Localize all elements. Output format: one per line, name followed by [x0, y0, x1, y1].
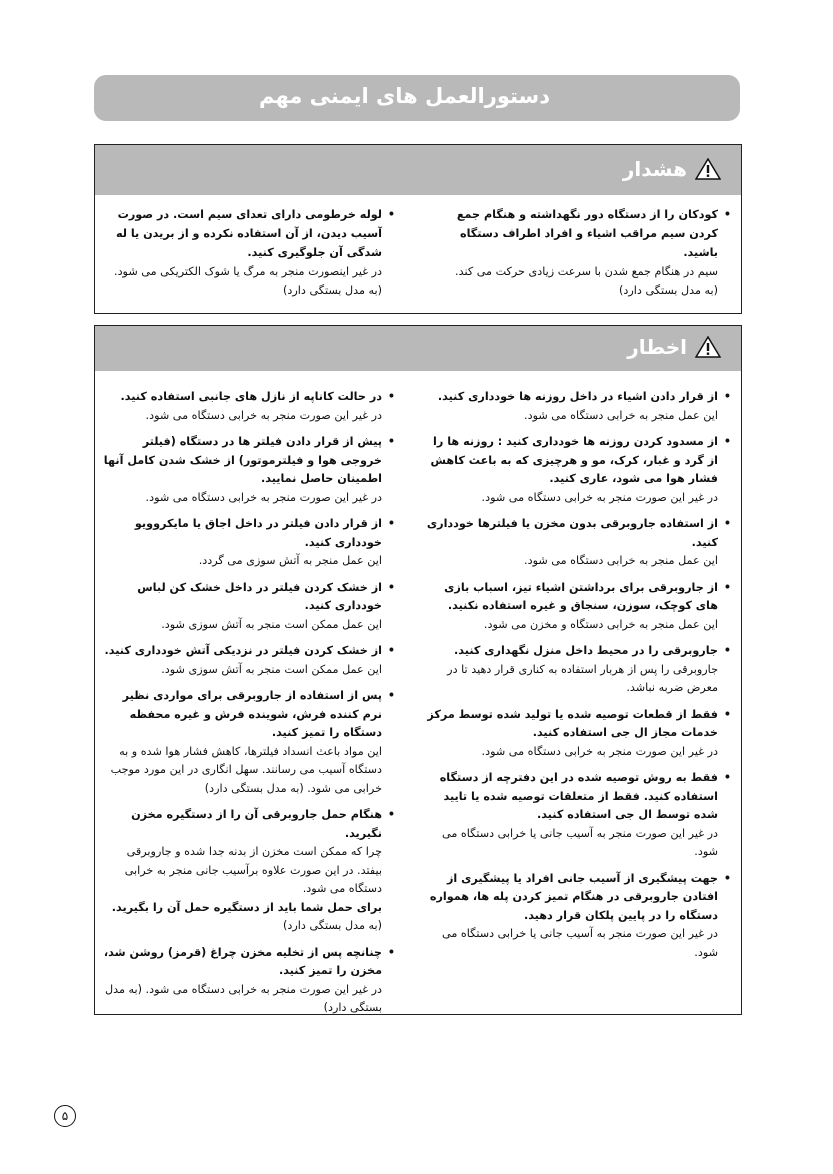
list-item: • فقط به روش توصیه شده در این دفترچه از دستگاه استفاده کنید. فقط از متعلقات توصیه شده یا تایید شده توسط ال جی استفاده کنید. در غیر این صورت منجر به آسیب جانی یا خرابی دستگاه می شود. [425, 769, 731, 862]
title-bar [94, 75, 740, 121]
list-item: • کودکان را از دستگاه دور نگهداشته و هنگام جمع کردن سیم مراقب اشیاء و افراد اطراف دستگاه باشید. سیم در هنگام جمع شدن با سرعت زیادی حرکت می کند. (به مدل بستگی دارد) [425, 205, 731, 300]
list-item: • از قرار دادن اشیاء در داخل روزنه ها خودداری کنید. این عمل منجر به خرابی دستگاه می شود. [425, 388, 731, 425]
list-item: • هنگام حمل جاروبرقی آن را از دستگیره مخزن نگیرید. چرا که ممکن است مخزن از بدنه جدا شده و جاروبرقی بیفتد. در این صورت علاوه برآسیب جانی منجر به خرابی دستگاه می شود. برای حمل شما باید از دستگیره حمل آن را بگیرید. (به مدل بستگی دارد) [103, 806, 395, 936]
caution-left-column [103, 388, 395, 1026]
list-item: • از مسدود کردن روزنه ها خودداری کنید : روزنه ها را از گرد و غبار، کرک، مو و هرچیزی که به باعث کاهش فشار هوا می شود، عاری کنید. در غیر این صورت منجر به خرابی دستگاه می شود. [425, 433, 731, 507]
list-item: • چنانچه پس از تخلیه مخزن چراغ (قرمز) روشن شد، مخزن را تمیز کنید. در غیر این صورت منجر به خرابی دستگاه می شود. (به مدل بستگی دارد) [103, 944, 395, 1018]
list-item: • از قرار دادن فیلتر در داخل اجاق یا مایکروویو خودداری کنید. این عمل منجر به آتش سوزی می گردد. [103, 515, 395, 571]
list-item: • از خشک کردن فیلتر در نزدیکی آتش خودداری کنید. این عمل ممکن است منجر به آتش سوزی شود. [103, 642, 395, 679]
warning-box [94, 144, 742, 314]
warning-triangle-icon [695, 158, 721, 180]
list-item: • پس از استفاده از جاروبرقی برای مواردی نظیر نرم کننده فرش، شوینده فرش و غیره محفظه دستگاه را تمیز کنید. این مواد باعث انسداد فیلترها، کاهش فشار هوا شده و به دستگاه آسیب می رسانند. سهل انگاری در این مورد موجب خرابی می شود. (به مدل بستگی دارد) [103, 687, 395, 798]
page-number: ۵ [54, 1105, 76, 1127]
warning-header [95, 145, 741, 195]
warning-left-column [103, 205, 395, 308]
warning-label: هشدار [622, 157, 687, 181]
list-item: • از جاروبرقی برای برداشتن اشیاء تیز، اسباب بازی های کوچک، سوزن، سنجاق و غیره استفاده نکنید. این عمل منجر به خرابی دستگاه و مخزن می شود. [425, 579, 731, 635]
list-item: • از خشک کردن فیلتر در داخل خشک کن لباس خودداری کنید. این عمل ممکن است منجر به آتش سوزی شود. [103, 579, 395, 635]
page-title: دستورالعمل های ایمنی مهم [259, 84, 550, 108]
caution-right-column [425, 388, 731, 970]
list-item: • پیش از قرار دادن فیلتر ها در دستگاه (فیلتر خروجی هوا و فیلترموتور) از خشک شدن کامل آنها اطمینان حاصل نمایید. در غیر این صورت منجر به خرابی دستگاه می شود. [103, 433, 395, 507]
caution-box [94, 325, 742, 1015]
list-item: • فقط از قطعات توصیه شده یا تولید شده توسط مرکز خدمات مجاز ال جی استفاده کنید. در غیر این صورت منجر به خرابی دستگاه می شود. [425, 706, 731, 762]
caution-label: اخطار [627, 335, 687, 359]
list-item: • در حالت کاناپه از نازل های جانبی استفاده کنید. در غیر این صورت منجر به خرابی دستگاه می شود. [103, 388, 395, 425]
list-item: • جهت پیشگیری از آسیب جانی افراد یا پیشگیری از افتادن جاروبرقی در هنگام تمیز کردن پله ها، همواره دستگاه را در پایین پلکان قرار دهید. در غیر این صورت منجر به آسیب جانی یا خرابی دستگاه می شود. [425, 870, 731, 963]
warning-right-column [425, 205, 731, 308]
list-item: • از استفاده جاروبرقی بدون مخزن یا فیلترها خودداری کنید. این عمل منجر به خرابی دستگاه می شود. [425, 515, 731, 571]
caution-header [95, 326, 741, 371]
warning-triangle-icon [695, 336, 721, 358]
list-item: • جاروبرقی را در محیط داخل منزل نگهداری کنید. جاروبرقی را پس از هربار استفاده به کناری قرار دهید تا در معرض ضربه نباشد. [425, 642, 731, 698]
list-item: • لوله خرطومی دارای تعدای سیم است. در صورت آسیب دیدن، از آن استفاده نکرده و از بریدن یا له شدگی آن جلوگیری کنید. در غیر اینصورت منجر به مرگ یا شوک الکتریکی می شود. (به مدل بستگی دارد) [103, 205, 395, 300]
